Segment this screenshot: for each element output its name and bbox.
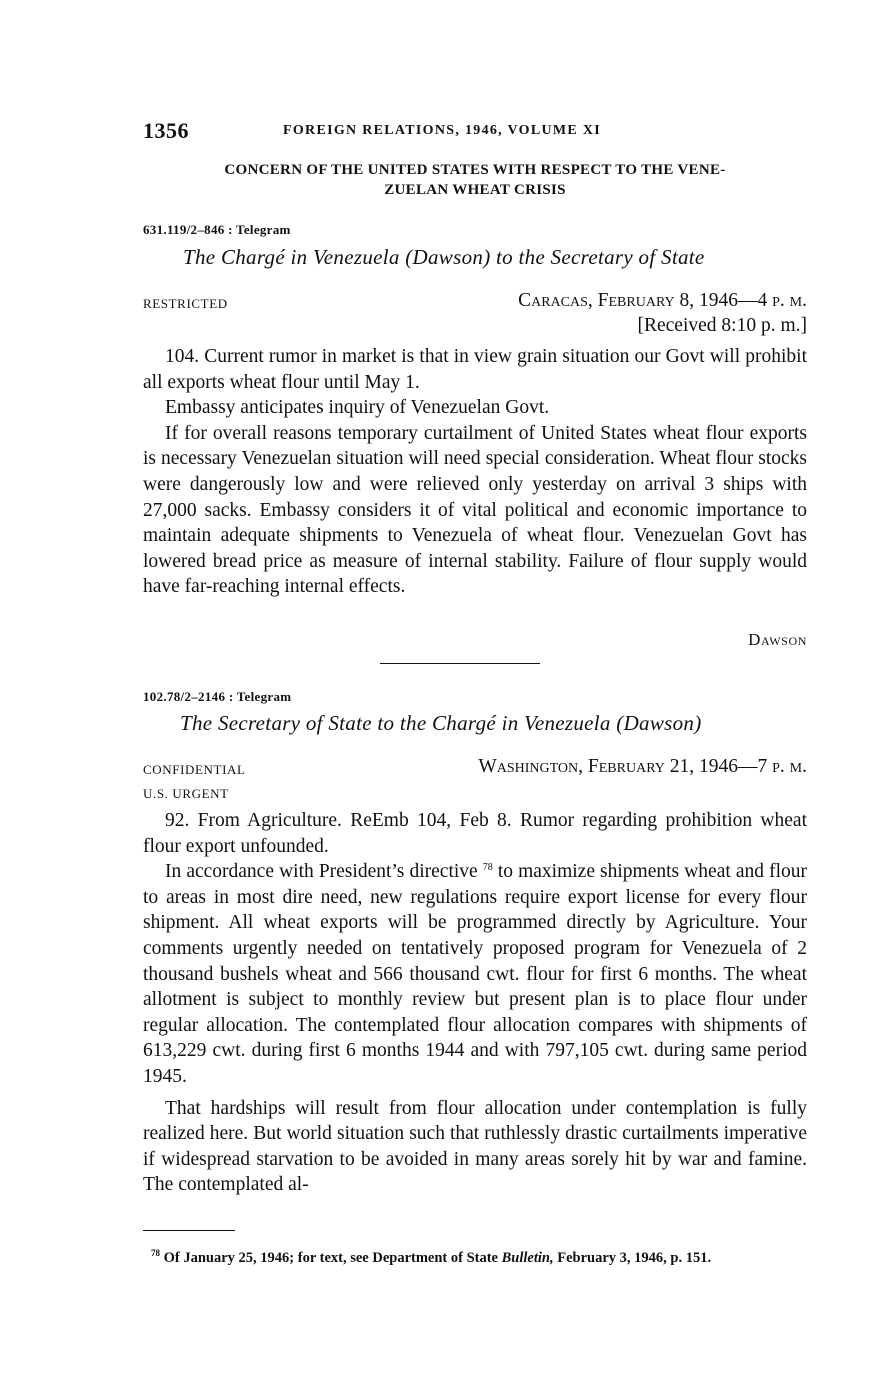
doc1-paragraph: Embassy anticipates inquiry of Venezuelan Govt. <box>165 397 550 419</box>
doc1-title-part-c: ) to the Secretary of State <box>483 245 705 269</box>
doc1-file-kind: : Telegram <box>228 222 291 237</box>
doc2-title-part-b: Dawson <box>623 711 695 735</box>
doc1-classification: RESTRICTED <box>143 296 228 311</box>
doc1-file-reference <box>143 222 291 238</box>
footnote-mark: 78 <box>151 1248 160 1258</box>
running-head <box>143 118 807 144</box>
doc2-paragraph-2-lead: In accordance with President’s directive <box>165 861 478 883</box>
doc1-title-part-b: Dawson <box>412 245 484 269</box>
doc2-title <box>180 711 702 736</box>
doc1-dateline <box>518 290 807 312</box>
doc2-paragraph-3: That hardships will result from flour allocation under contemplation is fully realized here. But world situation such that ruthlessly drastic curtailments imperative if widespread starvation to be avoided in many areas sorely hit by war and famine. The contemplated al- <box>143 1097 807 1196</box>
doc2-urgency: U.S. URGENT <box>143 786 229 801</box>
footnote-publication: Bulletin, <box>501 1249 554 1266</box>
running-title: FOREIGN RELATIONS, 1946, VOLUME XI <box>283 123 601 138</box>
doc2-paragraph-2 <box>143 859 807 1089</box>
doc2-title-part-c: ) <box>694 711 702 735</box>
doc2-body <box>143 808 807 1198</box>
page-number: 1356 <box>143 118 189 143</box>
doc1-title-part-a: The Chargé in Venezuela ( <box>183 245 413 269</box>
doc1-received: [Received 8:10 p. m.] <box>637 315 807 336</box>
doc1-paragraph: If for overall reasons temporary curtailment of United States wheat flour exports is necessary Venezuelan situation will need special consideration. Wheat flour stocks were dangerously low and were relieved only yesterday on arrival 3 ships with 27,000 sacks. Embassy considers it of vital political and economic importance to maintain adequate shipments to Venezuela of wheat flour. Venezuelan Govt has lowered bread price as measure of internal stability. Failure of flour supply would have far-reaching internal effects. <box>143 422 807 598</box>
doc1-title <box>183 245 705 270</box>
footnote-rule <box>143 1230 235 1231</box>
footnote-text-before: Of January 25, 1946; for text, see Department of State <box>163 1249 498 1266</box>
footnote-text-after: February 3, 1946, p. 151. <box>557 1249 712 1266</box>
section-title <box>143 160 807 200</box>
doc2-paragraph-2-rest: to maximize shipments wheat and flour to areas in most dire need, new regulations require export license for every flour shipment. All wheat exports will be programmed directly by Agriculture. Your comments urgently needed on tentatively proposed program for Venezuela of 2 thousand bushels wheat and 566 thousand cwt. flour for first 6 months. The wheat allotment is subject to monthly review but present plan is to place flour under regular allocation. The contemplated flour allocation compares with shipments of 613,229 cwt. during first 6 months 1944 and with 797,105 cwt. during same period 1945. <box>143 861 807 1087</box>
doc1-dateline-text: Caracas, February 8, 1946—4 p. m. <box>518 290 807 311</box>
footnote-reference-mark[interactable]: 78 <box>482 862 493 874</box>
section-title-line-2: ZUELAN WHEAT CRISIS <box>384 182 566 198</box>
doc2-classification: CONFIDENTIAL <box>143 762 246 777</box>
footnote <box>143 1244 807 1268</box>
doc1-paragraph: 104. Current rumor in market is that in view grain situation our Govt will prohibit all exports wheat flour until May 1. <box>143 346 807 393</box>
doc2-paragraph-1: 92. From Agriculture. ReEmb 104, Feb 8. Rumor regarding prohibition wheat flour export unfounded. <box>143 810 807 857</box>
doc2-file-reference <box>143 689 291 705</box>
doc1-file-number: 631.119/2–846 <box>143 222 225 237</box>
doc2-file-number: 102.78/2–2146 <box>143 689 226 704</box>
doc1-body <box>143 344 807 600</box>
doc1-signature: Dawson <box>748 630 807 649</box>
document-separator-rule <box>380 663 540 664</box>
doc2-dateline <box>478 756 807 778</box>
section-title-line-1: CONCERN OF THE UNITED STATES WITH RESPECT TO THE VENE- <box>224 162 726 178</box>
doc2-dateline-text: Washington, February 21, 1946—7 p. m. <box>478 756 807 777</box>
doc2-file-kind: : Telegram <box>228 689 292 704</box>
doc2-title-part-a: The Secretary of State to the Chargé in Venezuela ( <box>180 711 624 735</box>
